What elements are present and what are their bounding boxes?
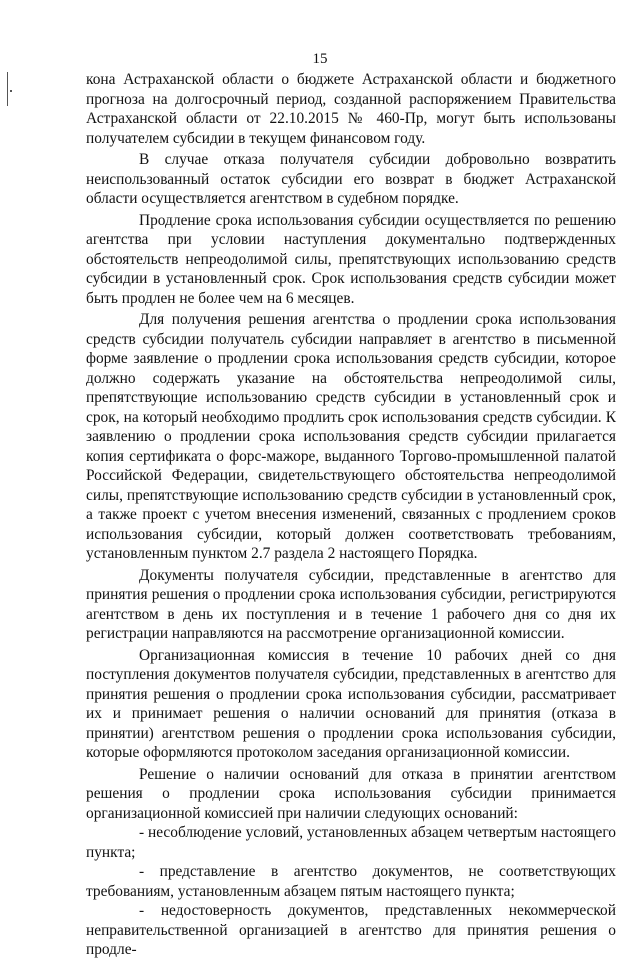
document-body [86,70,616,960]
paragraph-refusal-return: В случае отказа получателя субсидии добровольно возвратить неиспользованный остаток субсидии его возврат в бюджет Астраханской области осуществляется агентством в судебном порядке. [86,151,616,207]
margin-mark [7,72,8,106]
list-item-unreliability: - недостоверность документов, представленных некоммерческой неправительственной организацией в агентство для принятия решения о продле- [86,902,616,958]
paragraph-application: Для получения решения агентства о продлении срока использования средств субсидии получатель субсидии направляет в агентство в письменной форме заявление о продлении срока использования средств субсидии, которое должно содержать указание на обстоятельства непреодолимой силы, препятствующие использованию средств субсидии в установленный срок и срок, на который необходимо продлить срок использования средств субсидии. К заявлению о продлении срока использования средств субсидии прилагается копия сертификата о форс-мажоре, выданного Торгово-промышленной палатой Российской Федерации, свидетельствующего обстоятельства непреодолимой силы, препятствующие использованию средств субсидии в установленный срок, а также проект с учетом внесения изменений, связанных с продлением сроков использования субсидии, который должен соответствовать требованиям, установленным пунктом 2.7 раздела 2 настоящего Порядка. [86,311,616,562]
list-item-conditions: - несоблюдение условий, установленных абзацем четвертым настоящего пункта; [86,824,616,861]
margin-dot [10,90,12,92]
page-number: 15 [312,51,328,67]
paragraph-extension: Продление срока использования субсидии осуществляется по решению агентства при условии наступления документально подтвержденных обстоятельств непреодолимой силы, препятствующих использованию средств субсидии в установленный срок. Срок использования средств субсидии может быть продлен не более чем на 6 месяцев. [86,211,616,307]
paragraph-continuation: кона Астраханской области о бюджете Астраханской области и бюджетного прогноза на долгосрочный период, созданной распоряжением Правительства Астраханской области от 22.10.2015 № 460-Пр, могут быть использованы получателем субсидии в текущем финансовом году. [86,71,616,147]
paragraph-registration: Документы получателя субсидии, представленные в агентство для принятия решения о продлении срока использования субсидии, регистрируются агентством в день их поступления и в течение 1 рабочего дня со дня их регистрации направляются на рассмотрение организационной комиссии. [86,566,616,642]
paragraph-grounds: Решение о наличии оснований для отказа в принятии агентством решения о продлении срока использования субсидии принимается организационной комиссией при наличии следующих оснований: [86,765,616,822]
list-item-documents: - представление в агентство документов, не соответствующих требованиям, установленным абзацем пятым настоящего пункта; [86,863,616,900]
paragraph-commission: Организационная комиссия в течение 10 рабочих дней со дня поступления документов получателя субсидии, представленных в агентство для принятия решения о продлении срока использования субсидии, рассматривает их и принимает решения о наличии оснований для принятия (отказа в принятии) агентством решения о продлении срока использования субсидии, которые оформляются протоколом заседания организационной комиссии. [86,646,616,761]
